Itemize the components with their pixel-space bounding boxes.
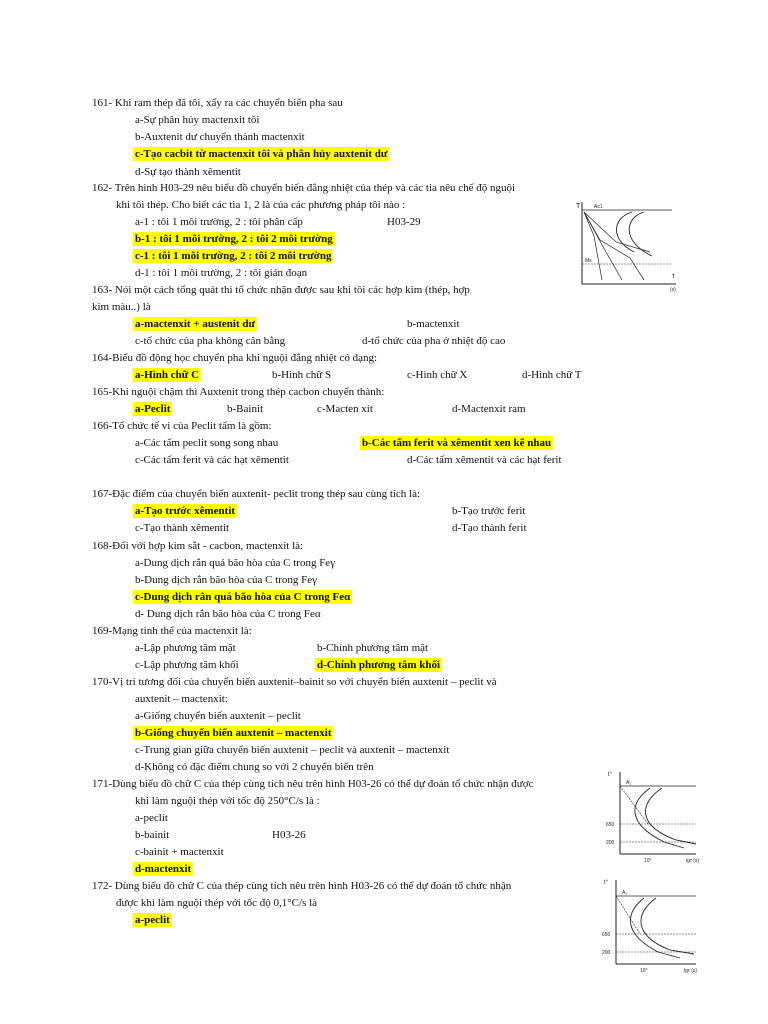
q167-option-d: d-Tạo thành ferit [452,522,527,534]
q164-option-b: b-Hình chữ S [272,369,332,381]
q168-option-b: b-Dung dịch rắn bão hòa của C trong Feγ [135,574,318,586]
q163-option-b: b-mactenxit [407,318,460,330]
q169-option-b: b-Chính phương tâm mặt [317,642,429,654]
h0326a-tick-200: 200 [606,840,615,846]
h0329-ms-label: Ms [585,258,592,264]
q163-option-a-answer: a-mactenxit + austenit dư [135,318,256,330]
q165-option-b: b-Bainit [227,403,264,415]
q171-option-c: c-bainit + mactenxit [135,846,224,858]
q163-option-c: c-tổ chức của pha không cân bằng [135,335,286,347]
q171-option-a: a-peclit [135,812,168,824]
q167-option-a-answer: a-Tạo trước xêmentit [135,505,236,517]
q170-option-d: d-Không có đặc điểm chung so với 2 chuyển biến trên [135,761,374,773]
q164-option-d: d-Hình chữ T [522,369,582,381]
q172-stem-line1: 172- Dùng biểu đồ chữ C của thép cùng tích nêu trên hình H03-26 có thể dự đoán tổ chức nhận [92,880,512,892]
q170-option-c: c-Trung gian giữa chuyển biến auxtenit – peclit và auxtenit – mactenxit [135,744,450,756]
q166-option-d: d-Các tấm xêmentit và các hạt ferit [407,454,562,466]
q168-option-a: a-Dung dịch rắn quá bão hòa của C trong Feγ [135,557,336,569]
q161-option-a: a-Sự phân hủy mactenxit tôi [135,114,260,126]
q161-option-c-answer: c-Tạo cacbit từ mactenxit tôi và phân hủy auxtenit dư [135,148,388,160]
q166-option-b-answer: b-Các tấm ferit và xêmentit xen kẽ nhau [362,437,552,449]
q165-option-c: c-Macten xit [317,403,373,415]
q171-option-d-answer: d-mactenxit [135,863,192,875]
h0326b-a1-label: A₁ [622,890,628,896]
q162-option-b-answer: b-1 : tôi 1 môi trường, 2 : tôi 2 môi trường [135,233,333,245]
figure-h03-26-bottom [600,876,700,976]
q161-stem: 161- Khi ram thép đã tôi, xẩy ra các chuyển biến pha sau [92,97,343,109]
q163-option-d: d-tổ chức của pha ở nhiệt độ cao [362,335,506,347]
q162-option-d: d-1 : tôi 1 môi trường, 2 : tôi gián đoạn [135,267,308,279]
q165-stem: 165-Khi nguội chậm thì Auxtenit trong thép cacbon chuyển thành: [92,386,385,398]
q171-option-b: b-bainit [135,829,170,841]
q168-stem: 168-Đối với hợp kim sắt - cacbon, mactenxit là: [92,540,304,552]
q170-stem-line1: 170-Vị trí tương đối của chuyển biến auxtenit–bainit so với chuyển biến auxtenit – peclit và [92,676,497,688]
q166-stem: 166-Tổ chức tế vi của Peclit tấm là gồm: [92,420,272,432]
q167-option-c: c-Tạo thành xêmentit [135,522,230,534]
q164-stem: 164-Biểu đồ động học chuyển pha khi nguội đẳng nhiệt có dạng: [92,352,378,364]
q162-figure-label: H03-29 [387,216,421,228]
q169-option-c: c-Lập phương tâm khối [135,659,239,671]
q171-stem-line1: 171-Dùng biểu đồ chữ C của thép cùng tích nêu trên hình H03-26 có thể dự đoán tổ chức nhận được [92,778,534,790]
q169-option-d-answer: d-Chính phương tâm khối [317,659,441,671]
q171-figure-label: H03-26 [272,829,306,841]
q166-option-a: a-Các tấm peclit song song nhau [135,437,279,449]
h0329-axis-y: T [576,203,581,210]
q166-option-c: c-Các tấm ferit và các hạt xêmentit [135,454,289,466]
q161-option-d: d-Sự tạo thành xêmentit [135,166,241,178]
q162-option-c-answer: c-1 : tôi 1 môi trường, 2 : tôi 2 môi trường [135,250,332,262]
q165-option-d: d-Mactenxit ram [452,403,526,415]
h0326a-bottom-label: 10° [644,858,652,864]
h0326b-bottom-label: 10° [640,968,648,974]
q161-option-b: b-Auxtenit dư chuyển thành mactenxit [135,131,305,143]
q170-stem-line2: auxtenit – mactenxit: [135,693,228,705]
q171-stem-line2: khi làm nguội thép với tốc độ 250°C/s là : [135,795,320,807]
q167-stem: 167-Đặc điểm của chuyển biến auxtenit- peclit trong thép sau cùng tích là: [92,488,421,500]
q162-option-a: a-1 : tôi 1 môi trường, 2 : tôi phân cấp [135,216,303,228]
q172-option-a-answer: a-peclit [135,914,170,926]
h0326b-tick-650: 650 [602,932,611,938]
figure-h03-29 [572,196,682,292]
q169-stem: 169-Mạng tinh thể của mactenxit là: [92,625,252,637]
q164-option-a-answer: a-Hình chữ C [135,369,200,381]
q163-stem-line1: 163- Nói một cách tổng quát thì tổ chức nhận được sau khi tôi các hợp kim (thép, hợp [92,284,470,296]
q167-option-b: b-Tạo trước ferit [452,505,526,517]
q172-stem-line2: được khi làm nguội thép với tốc độ 0,1°C/s là [116,897,318,909]
h0326b-axis-y: t° [604,880,609,886]
q169-option-a: a-Lập phương tâm mặt [135,642,236,654]
h0326a-axis-y: t° [608,772,613,778]
h0326a-tick-650: 650 [606,822,615,828]
h0326a-a1-label: A₁ [626,780,632,786]
figure-h03-26-top [604,768,700,866]
q162-stem-line1: 162- Trên hình H03-29 nêu biểu đồ chuyển biến đẳng nhiệt của thép và các tia nêu chế độ nguội [92,182,516,194]
q162-stem-line2: khi tôi thép. Cho biết các tia 1, 2 là của các phương pháp tôi nào : [116,199,406,211]
q164-option-c: c-Hình chữ X [407,369,468,381]
q165-option-a-answer: a-Peclit [135,403,171,415]
h0329-x-unit: (s) [670,287,676,292]
q170-option-b-answer: b-Giống chuyển biến auxtenit – mactenxit [135,727,332,739]
h0326b-tick-200: 200 [602,950,611,956]
h0326b-x-label: lgτ (s) [684,968,698,974]
q168-option-d: d- Dung dịch rắn bão hòa của C trong Feα [135,608,321,620]
q168-option-c-answer: c-Dung dịch rắn quá bão hòa của C trong Feα [135,591,351,603]
h0329-axis-x: τ [672,273,675,280]
q170-option-a: a-Giống chuyển biến auxtenit – peclit [135,710,301,722]
h0329-ac1-label: Ac1 [594,204,603,210]
q163-stem-line2: kim màu..) là [92,301,151,313]
h0326a-x-label: lgτ (s) [686,858,700,864]
